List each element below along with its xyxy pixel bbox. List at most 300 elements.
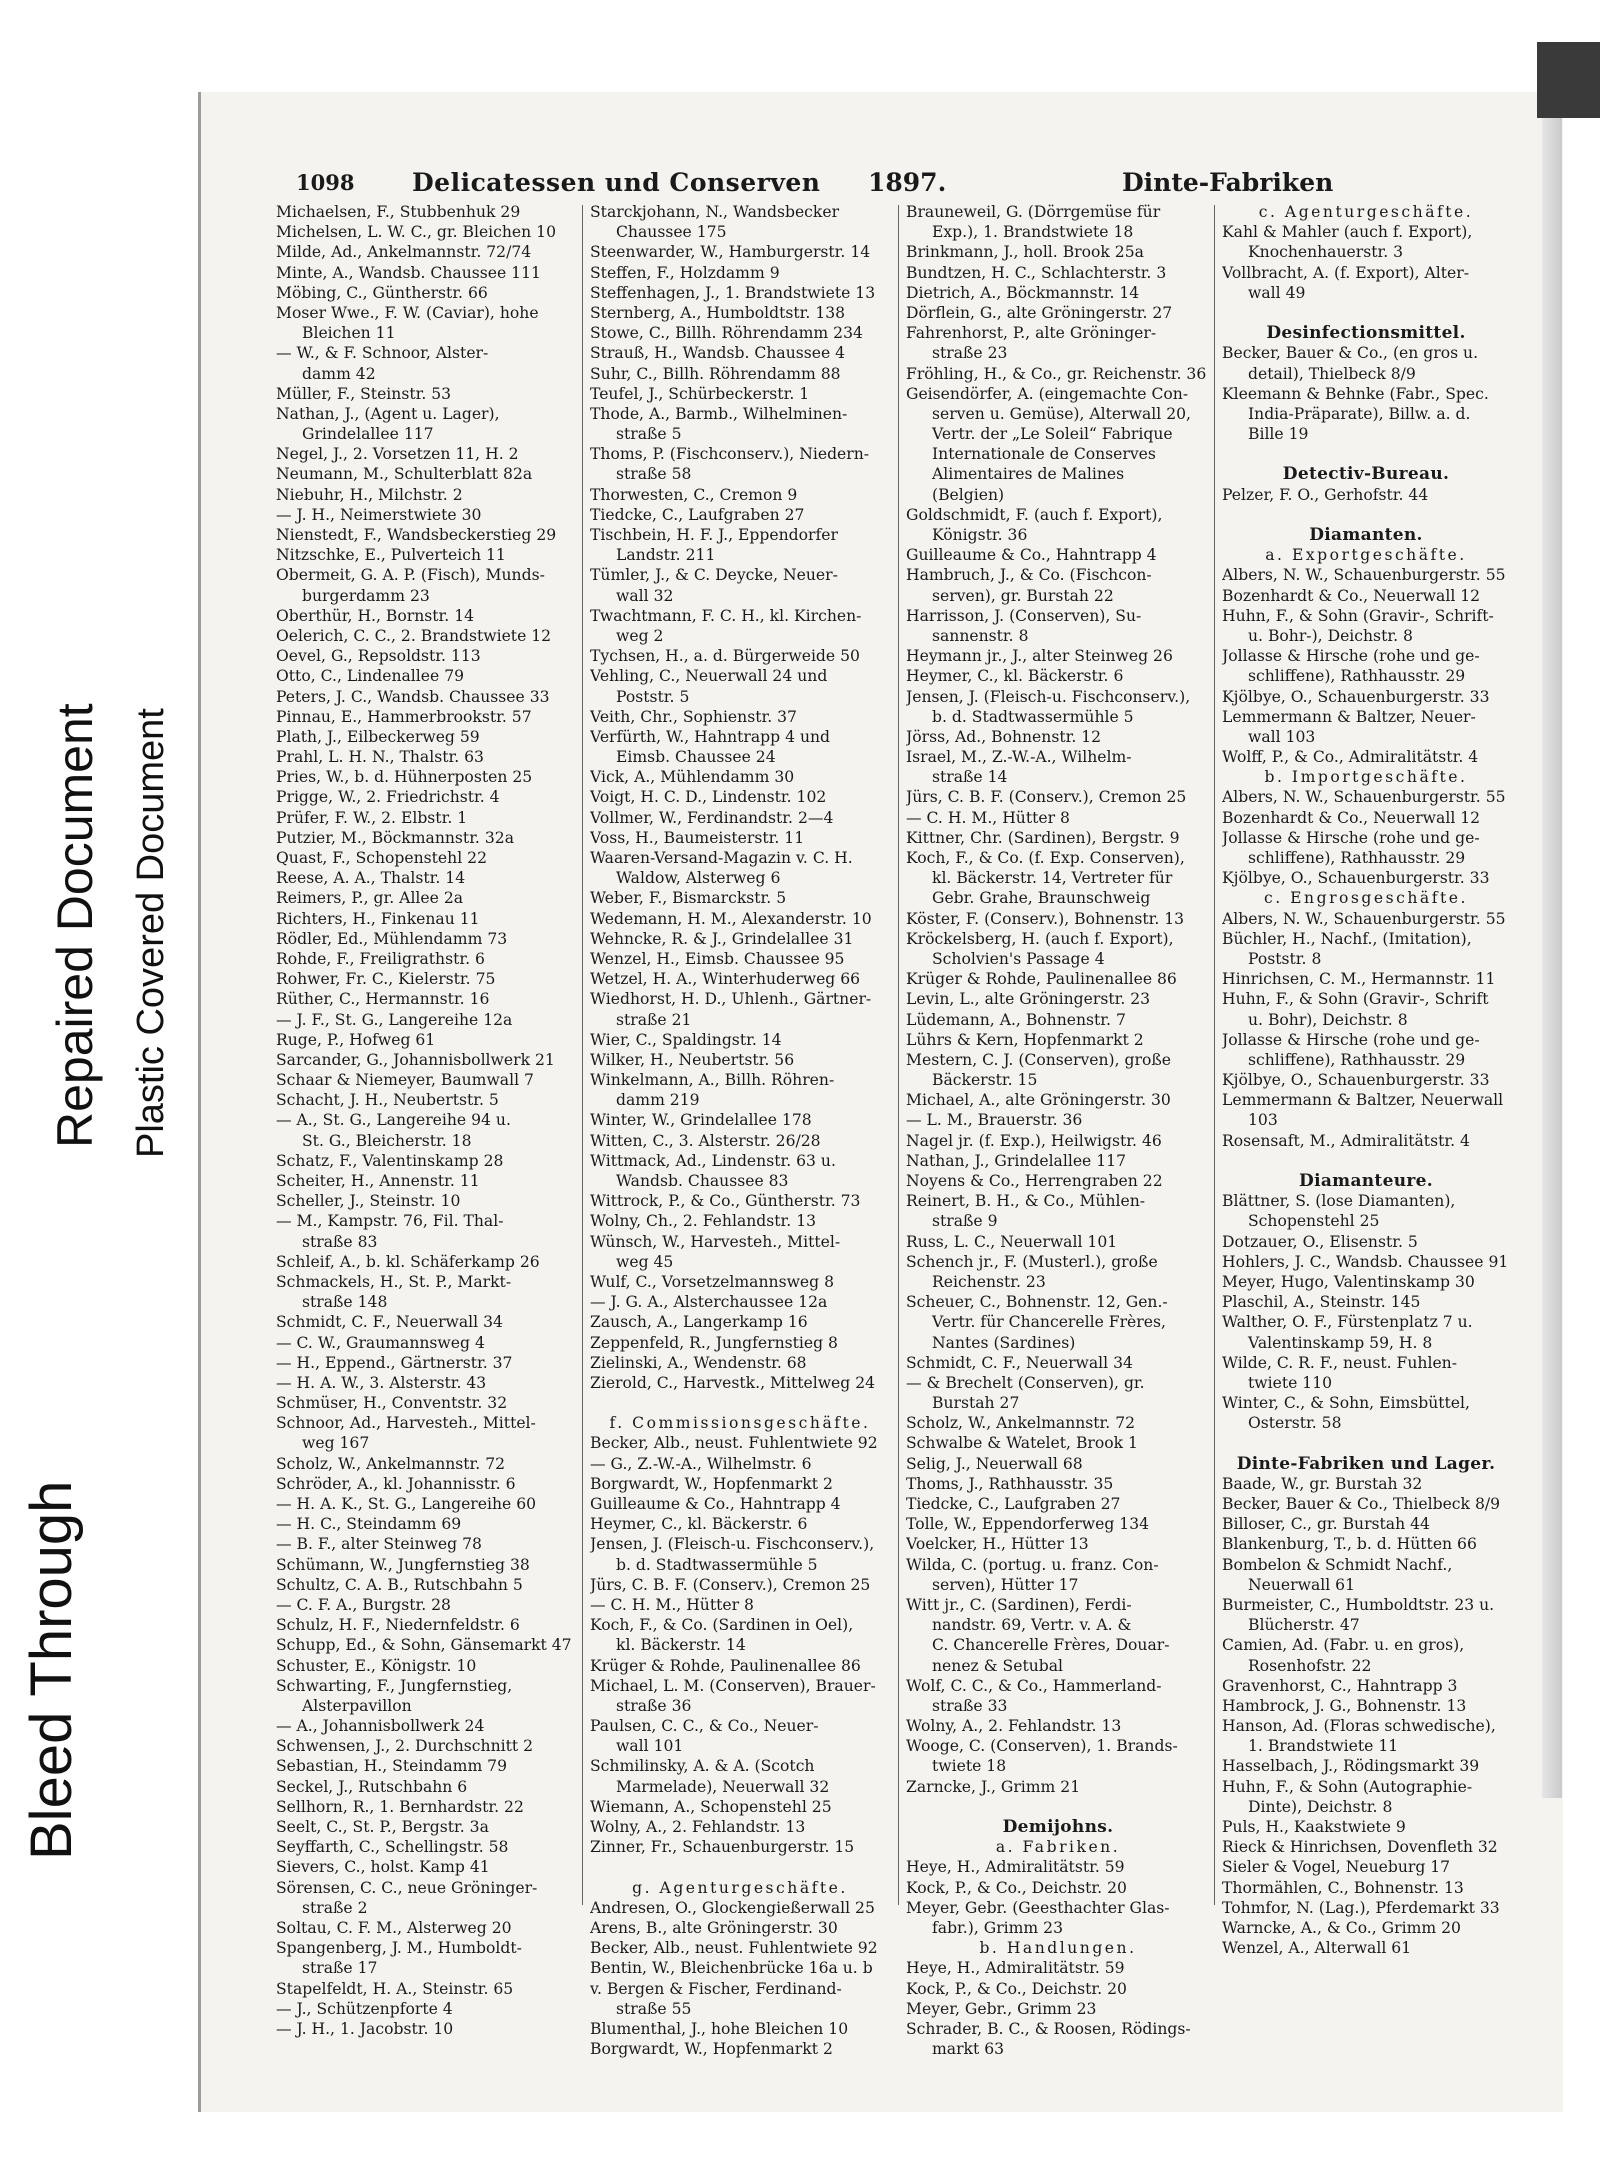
directory-entry: Bundtzen, H. C., Schlachterstr. 3 xyxy=(906,263,1167,282)
directory-entry: Fröhling, H., & Co., gr. Reichenstr. 36 xyxy=(906,364,1207,383)
directory-entry: Strauß, H., Wandsb. Chaussee 4 xyxy=(590,344,846,363)
directory-entry: Wolny, A., 2. Fehlandstr. 13 xyxy=(590,1818,806,1836)
directory-entry: Bille 19 xyxy=(1248,425,1309,444)
directory-entry: schliffene), Rathhausstr. 29 xyxy=(1248,849,1466,867)
directory-entry: straße 2 xyxy=(302,1898,368,1917)
directory-entry: Eimsb. Chaussee 24 xyxy=(616,748,776,767)
directory-entry: Zielinski, A., Wendenstr. 68 xyxy=(590,1353,807,1372)
directory-entry: Poststr. 5 xyxy=(616,687,690,706)
directory-entry: Oelerich, C. C., 2. Brandstwiete 12 xyxy=(276,626,552,645)
directory-entry: Bentin, W., Bleichenbrücke 16a u. b xyxy=(590,1959,873,1978)
directory-entry: serven), Hütter 17 xyxy=(932,1575,1079,1594)
directory-entry: Wetzel, H. A., Winterhuderweg 66 xyxy=(590,970,861,989)
directory-entry: Sieler & Vogel, Neueburg 17 xyxy=(1222,1858,1451,1877)
directory-entry: Reichenstr. 23 xyxy=(932,1272,1046,1291)
directory-entry: Ruge, P., Hofweg 61 xyxy=(276,1030,436,1049)
directory-entry: Vertr. für Chancerelle Frères, xyxy=(932,1313,1166,1332)
directory-entry: Schench jr., F. (Musterl.), große xyxy=(906,1252,1158,1271)
directory-entry: weg 167 xyxy=(302,1434,370,1453)
directory-entry: 103 xyxy=(1248,1111,1278,1130)
directory-entry: Kock, P., & Co., Deichstr. 20 xyxy=(906,1878,1127,1897)
directory-entry: Teufel, J., Schürbeckerstr. 1 xyxy=(590,384,810,403)
subsection-heading: g. Agenturgeschäfte. xyxy=(632,1878,848,1897)
directory-entry: wall 101 xyxy=(616,1737,684,1756)
directory-entry: Reinert, B. H., & Co., Mühlen- xyxy=(906,1192,1146,1211)
directory-entry: Michaelsen, F., Stubbenhuk 29 xyxy=(276,203,521,221)
directory-entry: weg 2 xyxy=(616,626,664,645)
directory-entry: Heymann jr., J., alter Steinweg 26 xyxy=(906,647,1173,666)
directory-entry: Zierold, C., Harvestk., Mittelweg 24 xyxy=(590,1373,876,1392)
directory-entry: Seelt, C., St. P., Bergstr. 3a xyxy=(276,1818,489,1836)
directory-entry: Fahrenhorst, P., alte Gröninger- xyxy=(906,324,1157,343)
spacer xyxy=(1222,1151,1510,1171)
directory-entry: — J., Schützenpforte 4 xyxy=(276,1999,453,2018)
directory-entry: Valentinskamp 59, H. 8 xyxy=(1248,1333,1433,1352)
directory-entry: Minte, A., Wandsb. Chaussee 111 xyxy=(276,263,541,282)
directory-entry: Prigge, W., 2. Friedrichstr. 4 xyxy=(276,788,500,807)
directory-entry: Prüfer, F. W., 2. Elbstr. 1 xyxy=(276,808,468,827)
directory-entry: Rohwer, Fr. C., Kielerstr. 75 xyxy=(276,970,496,989)
directory-entry: Schulz, H. F., Niedernfeldstr. 6 xyxy=(276,1616,520,1635)
section-heading: Diamanten. xyxy=(1309,525,1423,545)
directory-entry: Schleif, A., b. kl. Schäferkamp 26 xyxy=(276,1252,540,1271)
directory-entry: Möbing, C., Güntherstr. 66 xyxy=(276,283,488,302)
directory-entry: Hambrock, J. G., Bohnenstr. 13 xyxy=(1222,1696,1467,1715)
directory-entry: Büchler, H., Nachf., (Imitation), xyxy=(1222,929,1472,948)
directory-entry: Zinner, Fr., Schauenburgerstr. 15 xyxy=(590,1838,855,1857)
directory-entry: Scholz, W., Ankelmannstr. 72 xyxy=(276,1454,506,1473)
directory-entry: Plath, J., Eilbeckerweg 59 xyxy=(276,727,480,746)
directory-entry: Otto, C., Lindenallee 79 xyxy=(276,667,465,686)
directory-entry: Schwalbe & Watelet, Brook 1 xyxy=(906,1434,1138,1453)
directory-entry: Jörss, Ad., Bohnenstr. 12 xyxy=(906,727,1102,746)
directory-entry: Chaussee 175 xyxy=(616,223,727,242)
directory-entry: Rüther, C., Hermannstr. 16 xyxy=(276,990,490,1009)
directory-entry: Guilleaume & Co., Hahntrapp 4 xyxy=(906,546,1157,565)
directory-entry: Stowe, C., Billh. Röhrendamm 234 xyxy=(590,324,863,343)
directory-entry: Negel, J., 2. Vorsetzen 11, H. 2 xyxy=(276,445,519,464)
directory-entry: Thode, A., Barmb., Wilhelminen- xyxy=(590,404,848,423)
section-heading: Demijohns. xyxy=(1002,1817,1114,1837)
directory-entry: straße 33 xyxy=(932,1696,1008,1715)
directory-entry: (Belgien) xyxy=(932,485,1005,504)
directory-entry: Plaschil, A., Steinstr. 145 xyxy=(1222,1293,1421,1312)
directory-entry: Peters, J. C., Wandsb. Chaussee 33 xyxy=(276,687,550,706)
directory-entry: Paulsen, C. C., & Co., Neuer- xyxy=(590,1717,819,1736)
directory-entry: Hinrichsen, C. M., Hermannstr. 11 xyxy=(1222,970,1496,989)
directory-entry: damm 42 xyxy=(302,364,376,383)
directory-entry: — H., Eppend., Gärtnerstr. 37 xyxy=(276,1353,513,1372)
directory-entry: straße 83 xyxy=(302,1232,378,1251)
directory-entry: Grindelallee 117 xyxy=(302,425,434,444)
directory-entry: Selig, J., Neuerwall 68 xyxy=(906,1454,1083,1473)
directory-entry: Suhr, C., Billh. Röhrendamm 88 xyxy=(590,364,841,383)
directory-entry: Sievers, C., holst. Kamp 41 xyxy=(276,1858,490,1877)
directory-entry: Meyer, Gebr., Grimm 23 xyxy=(906,1999,1097,2018)
directory-entry: Andresen, O., Glockengießerwall 25 xyxy=(590,1898,875,1917)
directory-entry: Koch, F., & Co. (f. Exp. Conserven), xyxy=(906,849,1185,867)
directory-entry: Dörflein, G., alte Gröningerstr. 27 xyxy=(906,303,1173,322)
directory-entry: Billoser, C., gr. Burstah 44 xyxy=(1222,1515,1430,1534)
directory-entry: straße 55 xyxy=(616,1999,692,2018)
directory-entry: Winter, C., & Sohn, Eimsbüttel, xyxy=(1222,1394,1470,1413)
directory-entry: Schmüser, H., Conventstr. 32 xyxy=(276,1394,508,1413)
column-2 xyxy=(590,202,890,2059)
column-divider xyxy=(1214,205,1215,1905)
directory-entry: Jensen, J. (Fleisch-u. Fischconserv.), xyxy=(906,687,1191,706)
directory-entry: Schatz, F., Valentinskamp 28 xyxy=(276,1151,504,1170)
directory-entry: Waaren-Versand-Magazin v. C. H. xyxy=(590,849,853,867)
directory-entry: Voigt, H. C. D., Lindenstr. 102 xyxy=(590,788,827,807)
directory-entry: Vollmer, W., Ferdinandstr. 2—4 xyxy=(590,808,834,827)
directory-entry: Vollbracht, A. (f. Export), Alter- xyxy=(1222,263,1470,282)
directory-entry: Exp.), 1. Brandstwiete 18 xyxy=(932,223,1134,242)
directory-entry: Bäckerstr. 15 xyxy=(932,1071,1038,1090)
directory-entry: Wolff, P., & Co., Admiralitätstr. 4 xyxy=(1222,748,1479,767)
directory-entry: Schrader, B. C., & Roosen, Rödings- xyxy=(906,2019,1191,2038)
section-heading: Detectiv-Bureau. xyxy=(1282,464,1450,485)
directory-entry: Blumenthal, J., hohe Bleichen 10 xyxy=(590,2019,849,2038)
directory-entry: — J. G. A., Alsterchaussee 12a xyxy=(590,1293,828,1312)
directory-entry: Schwensen, J., 2. Durchschnitt 2 xyxy=(276,1737,534,1756)
directory-entry: Quast, F., Schopenstehl 22 xyxy=(276,849,487,867)
directory-entry: 1. Brandstwiete 11 xyxy=(1248,1737,1399,1756)
directory-entry: Albers, N. W., Schauenburgerstr. 55 xyxy=(1222,788,1506,807)
directory-entry: Obermeit, G. A. P. (Fisch), Munds- xyxy=(276,566,545,585)
directory-entry: Huhn, F., & Sohn (Autographie- xyxy=(1222,1777,1473,1796)
directory-entry: Wilker, H., Neubertstr. 56 xyxy=(590,1050,795,1069)
directory-entry: Starckjohann, N., Wandsbecker xyxy=(590,203,840,221)
directory-entry: Wolf, C. C., & Co., Hammerland- xyxy=(906,1676,1162,1695)
directory-entry: Thormählen, C., Bohnenstr. 13 xyxy=(1222,1878,1464,1897)
directory-entry: Bozenhardt & Co., Neuerwall 12 xyxy=(1222,808,1481,827)
directory-entry: Wooge, C. (Conserven), 1. Brands- xyxy=(906,1737,1178,1756)
directory-entry: — B. F., alter Steinweg 78 xyxy=(276,1535,482,1554)
directory-entry: — A., Johannisbollwerk 24 xyxy=(276,1717,485,1736)
directory-entry: Rieck & Hinrichsen, Dovenfleth 32 xyxy=(1222,1838,1498,1857)
directory-entry: Geisendörfer, A. (eingemachte Con- xyxy=(906,384,1189,403)
directory-entry: Blankenburg, T., b. d. Hütten 66 xyxy=(1222,1535,1477,1554)
directory-entry: v. Bergen & Fischer, Ferdinand- xyxy=(590,1979,842,1998)
directory-entry: Burmeister, C., Humboldtstr. 23 u. xyxy=(1222,1595,1495,1614)
directory-entry: Tümler, J., & C. Deycke, Neuer- xyxy=(590,566,838,585)
directory-entry: — C. F. A., Burgstr. 28 xyxy=(276,1595,451,1614)
directory-entry: Voss, H., Baumeisterstr. 11 xyxy=(590,828,805,847)
directory-entry: Tolle, W., Eppendorferweg 134 xyxy=(906,1515,1150,1534)
directory-entry: — H. C., Steindamm 69 xyxy=(276,1515,462,1534)
directory-entry: Kröckelsberg, H. (auch f. Export), xyxy=(906,929,1174,948)
directory-entry: Veith, Chr., Sophienstr. 37 xyxy=(590,707,797,726)
directory-entry: straße 148 xyxy=(302,1293,388,1312)
directory-entry: Kjölbye, O., Schauenburgerstr. 33 xyxy=(1222,1071,1490,1090)
directory-entry: straße 23 xyxy=(932,344,1008,363)
directory-entry: Pelzer, F. O., Gerhofstr. 44 xyxy=(1222,485,1429,504)
directory-entry: Wier, C., Spaldingstr. 14 xyxy=(590,1030,782,1049)
directory-entry: Kleemann & Behnke (Fabr., Spec. xyxy=(1222,384,1489,403)
subsection-heading: b. Handlungen. xyxy=(979,1939,1137,1958)
directory-entry: Guilleaume & Co., Hahntrapp 4 xyxy=(590,1495,841,1513)
directory-entry: Tiedcke, C., Laufgraben 27 xyxy=(590,505,805,524)
directory-entry: Wittmack, Ad., Lindenstr. 63 u. xyxy=(590,1151,836,1170)
directory-entry: Wolny, A., 2. Fehlandstr. 13 xyxy=(906,1717,1122,1736)
directory-entry: Müller, F., Steinstr. 53 xyxy=(276,384,452,403)
directory-entry: nandstr. 69, Vertr. v. A. & xyxy=(932,1616,1132,1635)
directory-entry: Wünsch, W., Harvesteh., Mittel- xyxy=(590,1232,841,1251)
directory-entry: Steenwarder, W., Hamburgerstr. 14 xyxy=(590,243,871,262)
directory-entry: Richters, H., Finkenau 11 xyxy=(276,909,480,928)
subsection-heading: a. Exportgeschäfte. xyxy=(1265,546,1467,565)
directory-entry: b. d. Stadtwassermühle 5 xyxy=(932,707,1134,726)
directory-entry: Sebastian, H., Steindamm 79 xyxy=(276,1757,508,1776)
spacer xyxy=(1222,444,1510,464)
directory-entry: Hambruch, J., & Co. (Fischcon- xyxy=(906,566,1152,585)
directory-entry: Hasselbach, J., Rödingsmarkt 39 xyxy=(1222,1757,1480,1776)
column-4 xyxy=(1222,202,1510,1958)
directory-entry: Tischbein, H. F. J., Eppendorfer xyxy=(590,526,838,544)
directory-entry: Nathan, J., Grindelallee 117 xyxy=(906,1151,1127,1170)
spacer xyxy=(906,1797,1210,1817)
directory-entry: Schnoor, Ad., Harvesteh., Mittel- xyxy=(276,1414,536,1433)
directory-entry: — M., Kampstr. 76, Fil. Thal- xyxy=(276,1212,504,1231)
directory-entry: Wittrock, P., & Co., Güntherstr. 73 xyxy=(590,1192,861,1211)
directory-entry: schliffene), Rathhausstr. 29 xyxy=(1248,667,1466,686)
directory-entry: straße 21 xyxy=(616,1010,692,1029)
directory-entry: Jensen, J. (Fleisch-u. Fischconserv.), xyxy=(590,1535,875,1554)
directory-entry: b. d. Stadtwassermühle 5 xyxy=(616,1555,818,1574)
directory-entry: Huhn, F., & Sohn (Gravir-, Schrift xyxy=(1222,990,1489,1009)
directory-entry: Koch, F., & Co. (Sardinen in Oel), xyxy=(590,1616,854,1635)
spacer xyxy=(1222,303,1510,323)
directory-entry: Twachtmann, F. C. H., kl. Kirchen- xyxy=(590,606,862,625)
directory-entry: Oberthür, H., Bornstr. 14 xyxy=(276,606,475,625)
directory-entry: Krüger & Rohde, Paulinenallee 86 xyxy=(906,970,1177,989)
directory-entry: Oevel, G., Repsoldstr. 113 xyxy=(276,647,481,666)
directory-entry: Scheiter, H., Annenstr. 11 xyxy=(276,1172,480,1190)
directory-entry: Nathan, J., (Agent u. Lager), xyxy=(276,404,500,423)
directory-entry: Wenzel, H., Eimsb. Chaussee 95 xyxy=(590,949,845,968)
directory-entry: serven u. Gemüse), Alterwall 20, xyxy=(932,404,1191,423)
directory-entry: straße 5 xyxy=(616,425,682,444)
directory-entry: Harrisson, J. (Conserven), Su- xyxy=(906,606,1142,625)
directory-entry: Spangenberg, J. M., Humboldt- xyxy=(276,1939,522,1958)
directory-entry: straße 36 xyxy=(616,1696,692,1715)
directory-entry: wall 103 xyxy=(1248,727,1316,746)
directory-entry: Heymer, C., kl. Bäckerstr. 6 xyxy=(906,667,1124,686)
directory-entry: Tiedcke, C., Laufgraben 27 xyxy=(906,1495,1121,1513)
directory-entry: Sellhorn, R., 1. Bernhardstr. 22 xyxy=(276,1797,524,1816)
directory-entry: Tohmfor, N. (Lag.), Pferdemarkt 33 xyxy=(1222,1898,1500,1917)
directory-entry: Israel, M., Z.-W.-A., Wilhelm- xyxy=(906,748,1132,767)
label-bleed-through: Bleed Through xyxy=(19,1480,84,1860)
directory-entry: straße 17 xyxy=(302,1959,378,1978)
directory-entry: Knochenhauerstr. 3 xyxy=(1248,243,1404,262)
directory-entry: Kock, P., & Co., Deichstr. 20 xyxy=(906,1979,1127,1998)
directory-entry: Becker, Bauer & Co., Thielbeck 8/9 xyxy=(1222,1495,1501,1513)
directory-entry: — C. H. M., Hütter 8 xyxy=(906,808,1070,827)
directory-entry: Jürs, C. B. F. (Conserv.), Cremon 25 xyxy=(590,1575,871,1594)
directory-entry: Dinte), Deichstr. 8 xyxy=(1248,1797,1393,1816)
directory-entry: Thoms, J., Rathhausstr. 35 xyxy=(906,1474,1114,1493)
directory-entry: Thoms, P. (Fischconserv.), Niedern- xyxy=(590,445,870,464)
directory-entry: Stapelfeldt, H. A., Steinstr. 65 xyxy=(276,1979,514,1998)
directory-entry: Wandsb. Chaussee 83 xyxy=(616,1172,789,1190)
label-plastic-covered-document: Plastic Covered Document xyxy=(130,708,172,1158)
directory-entry: Sternberg, A., Humboldtstr. 138 xyxy=(590,303,846,322)
directory-entry: — L. M., Brauerstr. 36 xyxy=(906,1111,1083,1130)
directory-entry: Kahl & Mahler (auch f. Export), xyxy=(1222,223,1473,242)
directory-entry: Bleichen 11 xyxy=(302,324,396,343)
directory-entry: Schwarting, F., Jungfernstieg, xyxy=(276,1676,513,1695)
directory-entry: Schümann, W., Jungfernstieg 38 xyxy=(276,1555,530,1574)
directory-entry: burgerdamm 23 xyxy=(302,586,430,605)
directory-entry: Michael, A., alte Gröningerstr. 30 xyxy=(906,1091,1171,1110)
directory-entry: Wulf, C., Vorsetzelmannsweg 8 xyxy=(590,1272,835,1291)
directory-entry: Moser Wwe., F. W. (Caviar), hohe xyxy=(276,303,539,322)
page-tab xyxy=(1537,42,1600,118)
spacer xyxy=(1222,505,1510,525)
page-title: Delicatessen und Conserven xyxy=(412,168,821,197)
directory-entry: Heye, H., Admiralitätstr. 59 xyxy=(906,1959,1125,1978)
directory-entry: Pries, W., b. d. Hühnerposten 25 xyxy=(276,768,533,787)
directory-entry: Schmidt, C. F., Neuerwall 34 xyxy=(276,1313,503,1332)
directory-entry: — H. A. W., 3. Alsterstr. 43 xyxy=(276,1373,487,1392)
directory-entry: Wiedhorst, H. D., Uhlenh., Gärtner- xyxy=(590,990,872,1009)
directory-entry: Milde, Ad., Ankelmannstr. 72/74 xyxy=(276,243,532,262)
directory-entry: wall 32 xyxy=(616,586,674,605)
directory-entry: Neumann, M., Schulterblatt 82a xyxy=(276,465,533,484)
directory-entry: Verfürth, W., Hahntrapp 4 und xyxy=(590,727,831,746)
directory-entry: Zarncke, J., Grimm 21 xyxy=(906,1777,1081,1796)
subsection-heading: a. Fabriken. xyxy=(995,1838,1121,1857)
directory-entry: Krüger & Rohde, Paulinenallee 86 xyxy=(590,1656,861,1675)
directory-entry: — C. H. M., Hütter 8 xyxy=(590,1595,754,1614)
directory-entry: Weber, F., Bismarckstr. 5 xyxy=(590,889,787,908)
directory-entry: Scholz, W., Ankelmannstr. 72 xyxy=(906,1414,1136,1433)
directory-entry: Dotzauer, O., Elisenstr. 5 xyxy=(1222,1232,1418,1251)
directory-entry: Wedemann, H. M., Alexanderstr. 10 xyxy=(590,909,872,928)
directory-entry: Schupp, Ed., & Sohn, Gänsemarkt 47 xyxy=(276,1636,572,1655)
spacer xyxy=(1222,1433,1510,1453)
subsection-heading: f. Commissionsgeschäfte. xyxy=(609,1414,871,1433)
section-heading: Diamanteure. xyxy=(1299,1171,1433,1191)
directory-entry: Nitzschke, E., Pulverteich 11 xyxy=(276,546,506,565)
directory-entry: Schaar & Niemeyer, Baumwall 7 xyxy=(276,1071,534,1090)
directory-entry: serven), gr. Burstah 22 xyxy=(932,586,1114,605)
directory-entry: Poststr. 8 xyxy=(1248,949,1322,968)
directory-entry: Scholvien's Passage 4 xyxy=(932,949,1105,968)
directory-entry: Warncke, A., & Co., Grimm 20 xyxy=(1222,1918,1461,1937)
directory-entry: Walther, O. F., Fürstenplatz 7 u. xyxy=(1222,1313,1473,1332)
spacer xyxy=(590,1857,890,1877)
directory-entry: Noyens & Co., Herrengraben 22 xyxy=(906,1172,1163,1190)
directory-entry: Jürs, C. B. F. (Conserv.), Cremon 25 xyxy=(906,788,1187,807)
directory-entry: Wehncke, R. & J., Grindelallee 31 xyxy=(590,929,854,948)
directory-entry: Rosenhofstr. 22 xyxy=(1248,1656,1372,1675)
page-header xyxy=(296,170,1486,202)
directory-entry: u. Bohr), Deichstr. 8 xyxy=(1248,1010,1408,1029)
directory-entry: Schacht, J. H., Neubertstr. 5 xyxy=(276,1091,499,1110)
directory-entry: markt 63 xyxy=(932,2040,1005,2059)
directory-entry: fabr.), Grimm 23 xyxy=(932,1918,1064,1937)
directory-entry: Baade, W., gr. Burstah 32 xyxy=(1222,1474,1423,1493)
directory-entry: Soltau, C. F. M., Alsterweg 20 xyxy=(276,1918,512,1937)
directory-entry: Wiemann, A., Schopenstehl 25 xyxy=(590,1797,832,1816)
directory-entry: St. G., Bleicherstr. 18 xyxy=(302,1131,472,1150)
directory-entry: Wolny, Ch., 2. Fehlandstr. 13 xyxy=(590,1212,817,1231)
directory-entry: Lüdemann, A., Bohnenstr. 7 xyxy=(906,1010,1126,1029)
directory-entry: Michelsen, L. W. C., gr. Bleichen 10 xyxy=(276,223,557,242)
directory-entry: wall 49 xyxy=(1248,283,1306,302)
directory-entry: — C. W., Graumannsweg 4 xyxy=(276,1333,485,1352)
directory-entry: — J. H., 1. Jacobstr. 10 xyxy=(276,2019,454,2038)
directory-entry: Thorwesten, C., Cremon 9 xyxy=(590,485,798,504)
directory-entry: Heye, H., Admiralitätstr. 59 xyxy=(906,1858,1125,1877)
directory-entry: Marmelade), Neuerwall 32 xyxy=(616,1777,830,1796)
directory-entry: Blättner, S. (lose Diamanten), xyxy=(1222,1192,1456,1211)
directory-entry: Burstah 27 xyxy=(932,1394,1020,1413)
subsection-heading: c. Engrosgeschäfte. xyxy=(1264,889,1468,908)
directory-entry: India-Präparate), Billw. a. d. xyxy=(1248,404,1471,423)
directory-entry: u. Bohr-), Deichstr. 8 xyxy=(1248,626,1413,645)
directory-entry: Schmidt, C. F., Neuerwall 34 xyxy=(906,1353,1133,1372)
directory-entry: Bozenhardt & Co., Neuerwall 12 xyxy=(1222,586,1481,605)
directory-entry: Scheller, J., Steinstr. 10 xyxy=(276,1192,461,1211)
directory-entry: Niebuhr, H., Milchstr. 2 xyxy=(276,485,463,504)
directory-entry: Camien, Ad. (Fabr. u. en gros), xyxy=(1222,1636,1465,1655)
directory-entry: Brauneweil, G. (Dörrgemüse für xyxy=(906,203,1161,221)
directory-entry: Dietrich, A., Böckmannstr. 14 xyxy=(906,283,1140,302)
directory-entry: Sarcander, G., Johannisbollwerk 21 xyxy=(276,1050,555,1069)
directory-entry: Alimentaires de Malines xyxy=(932,465,1125,484)
directory-entry: Lührs & Kern, Hopfenmarkt 2 xyxy=(906,1030,1144,1049)
directory-entry: Brinkmann, J., holl. Brook 25a xyxy=(906,243,1144,262)
directory-entry: Winkelmann, A., Billh. Röhren- xyxy=(590,1071,835,1090)
directory-entry: Nagel jr. (f. Exp.), Heilwigstr. 46 xyxy=(906,1131,1162,1150)
directory-entry: Putzier, M., Böckmannstr. 32a xyxy=(276,828,514,847)
directory-entry: Heymer, C., kl. Bäckerstr. 6 xyxy=(590,1515,808,1534)
directory-entry: Köster, F. (Conserv.), Bohnenstr. 13 xyxy=(906,909,1185,928)
directory-entry: Witt jr., C. (Sardinen), Ferdi- xyxy=(906,1595,1132,1614)
directory-entry: Reese, A. A., Thalstr. 14 xyxy=(276,869,466,888)
directory-entry: sannenstr. 8 xyxy=(932,626,1029,645)
directory-entry: Gravenhorst, C., Hahntrapp 3 xyxy=(1222,1676,1458,1695)
directory-entry: Schröder, A., kl. Johannisstr. 6 xyxy=(276,1474,516,1493)
directory-entry: Meyer, Hugo, Valentinskamp 30 xyxy=(1222,1272,1475,1291)
directory-entry: twiete 18 xyxy=(932,1757,1007,1776)
directory-entry: Schultz, C. A. B., Rutschbahn 5 xyxy=(276,1575,523,1594)
directory-entry: Bombelon & Schmidt Nachf., xyxy=(1222,1555,1453,1574)
directory-entry: Nienstedt, F., Wandsbeckerstieg 29 xyxy=(276,526,557,544)
directory-entry: Alsterpavillon xyxy=(302,1696,412,1715)
directory-entry: Seyffarth, C., Schellingstr. 58 xyxy=(276,1838,509,1857)
directory-entry: Seckel, J., Rutschbahn 6 xyxy=(276,1777,468,1796)
directory-entry: Zausch, A., Langerkamp 16 xyxy=(590,1313,808,1332)
directory-entry: — A., St. G., Langereihe 94 u. xyxy=(276,1111,511,1130)
section-title: Dinte-Fabriken xyxy=(1122,168,1334,197)
directory-entry: Becker, Alb., neust. Fuhlentwiete 92 xyxy=(590,1434,878,1453)
directory-entry: Zeppenfeld, R., Jungfernstieg 8 xyxy=(590,1333,838,1352)
directory-entry: weg 45 xyxy=(616,1252,674,1271)
directory-entry: Huhn, F., & Sohn (Gravir-, Schrift- xyxy=(1222,606,1494,625)
directory-entry: kl. Bäckerstr. 14, Vertreter für xyxy=(932,869,1173,888)
page-number: 1098 xyxy=(296,170,355,195)
directory-entry: kl. Bäckerstr. 14 xyxy=(616,1636,746,1655)
directory-entry: Kittner, Chr. (Sardinen), Bergstr. 9 xyxy=(906,828,1180,847)
directory-entry: Schuster, E., Königstr. 10 xyxy=(276,1656,477,1675)
directory-entry: Puls, H., Kaakstwiete 9 xyxy=(1222,1818,1406,1836)
directory-entry: Jollasse & Hirsche (rohe und ge- xyxy=(1222,647,1480,666)
column-divider xyxy=(582,205,583,1905)
